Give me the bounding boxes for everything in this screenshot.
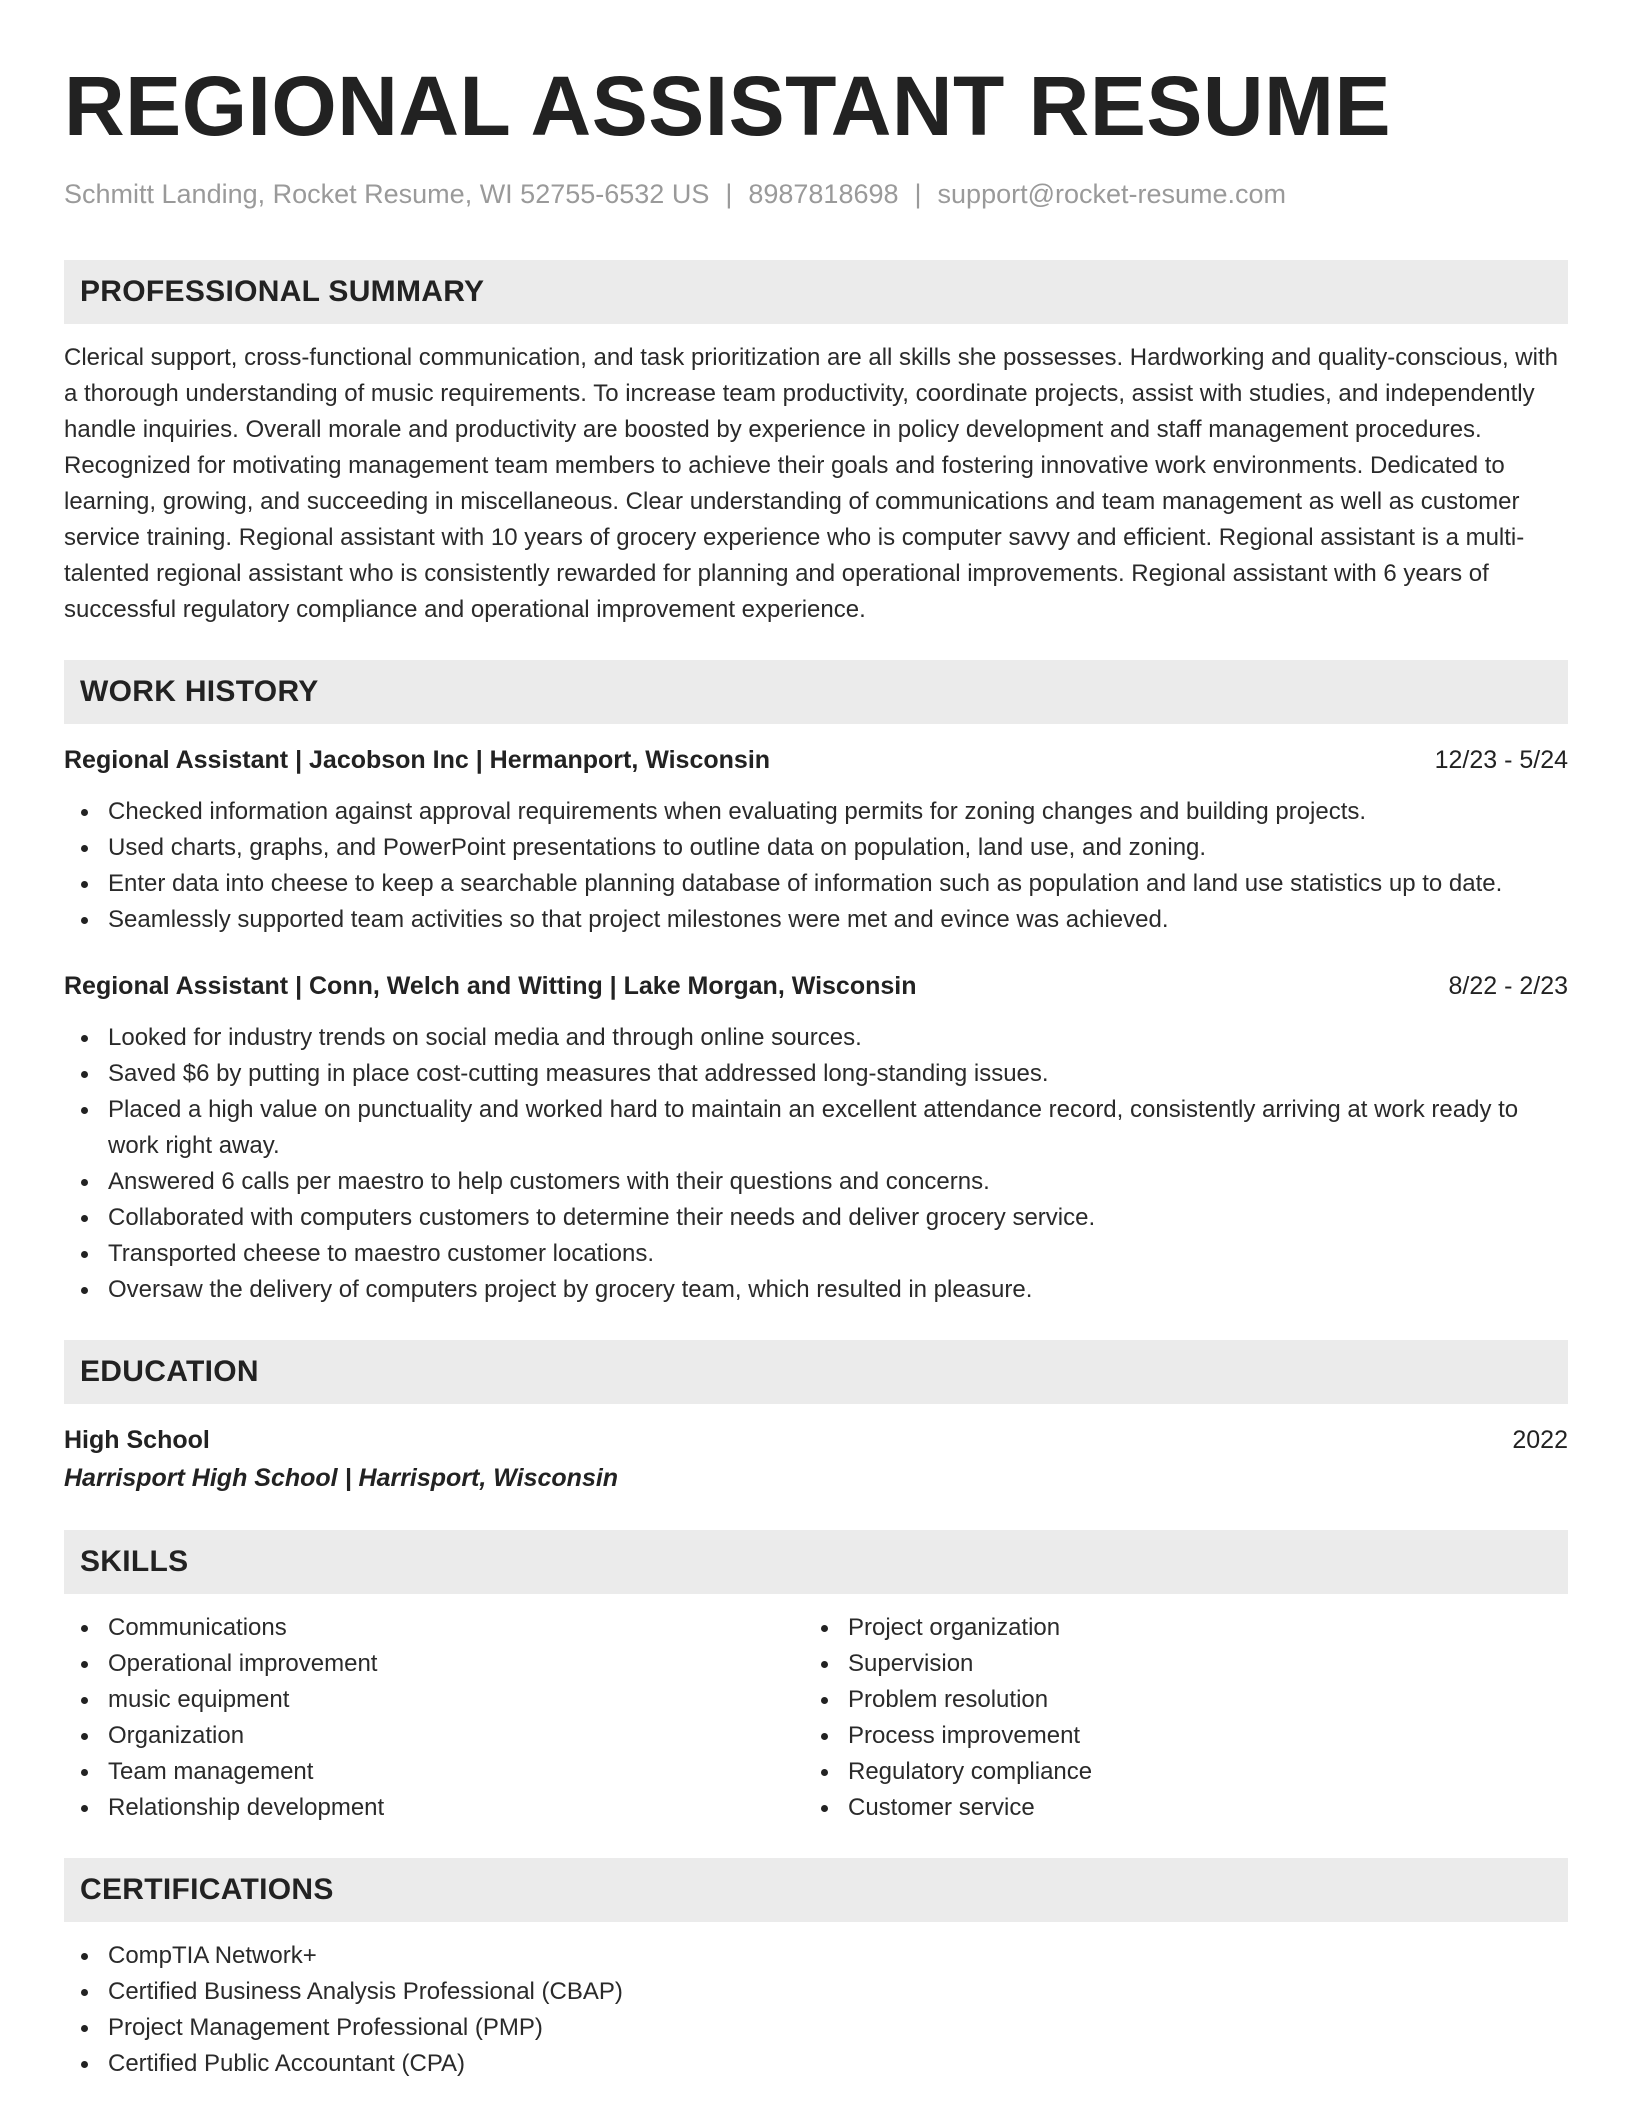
certification-item: Project Management Professional (PMP): [64, 2010, 1568, 2046]
job-bullet: Answered 6 calls per maestro to help customers with their questions and concerns.: [64, 1164, 1568, 1200]
certifications-section: [64, 1858, 1568, 2082]
contact-address: Schmitt Landing, Rocket Resume, WI 52755-6532 US: [64, 179, 710, 209]
skill-item: Process improvement: [804, 1718, 1544, 1754]
work-history-heading: WORK HISTORY: [64, 660, 1568, 724]
skills-left-list: [64, 1610, 804, 1826]
job-bullet: Collaborated with computers customers to determine their needs and deliver grocery service.: [64, 1200, 1568, 1236]
education-header: [64, 1422, 1568, 1458]
education-heading: EDUCATION: [64, 1340, 1568, 1404]
job-bullets: [64, 794, 1568, 938]
contact-separator: |: [914, 179, 922, 209]
summary-heading: PROFESSIONAL SUMMARY: [64, 260, 1568, 324]
education-section: [64, 1340, 1568, 1498]
skills-section: [64, 1530, 1568, 1826]
skill-item: Operational improvement: [64, 1646, 804, 1682]
job-header: [64, 968, 1568, 1004]
education-degree: High School: [64, 1426, 210, 1454]
summary-text: Clerical support, cross-functional communication, and task prioritization are all skills she possesses. Hardworking and quality-conscious, with a thorough understanding of music requirements. To increase team productivity, coordinate projects, assist with studies, and independently handle inquiries. Overall morale and productivity are boosted by experience in policy development and staff management procedures. Recognized for motivating management team members to achieve their goals and fostering innovative work environments. Dedicated to learning, growing, and succeeding in miscellaneous. Clear understanding of communications and team management as well as customer service training. Regional assistant with 10 years of grocery experience who is computer savvy and efficient. Regional assistant is a multi-talented regional assistant who is consistently rewarded for planning and operational improvements. Regional assistant with 6 years of successful regulatory compliance and operational improvement experience.: [64, 344, 1558, 623]
work-history-section: [64, 660, 1568, 1308]
job-bullets: [64, 1020, 1568, 1308]
skill-item: Relationship development: [64, 1790, 804, 1826]
skill-item: Regulatory compliance: [804, 1754, 1544, 1790]
job-bullet: Used charts, graphs, and PowerPoint presentations to outline data on population, land use, and zoning.: [64, 830, 1568, 866]
contact-phone: 8987818698: [748, 179, 899, 209]
contact-line: [64, 176, 1568, 212]
job-entry: [64, 968, 1568, 1308]
skill-item: Communications: [64, 1610, 804, 1646]
job-bullet: Placed a high value on punctuality and worked hard to maintain an excellent attendance record, consistently arriving at work ready to work right away.: [64, 1092, 1568, 1164]
job-bullet: Saved $6 by putting in place cost-cutting measures that addressed long-standing issues.: [64, 1056, 1568, 1092]
job-bullet: Enter data into cheese to keep a searchable planning database of information such as population and land use statistics up to date.: [64, 866, 1568, 902]
job-bullet: Seamlessly supported team activities so that project milestones were met and evince was achieved.: [64, 902, 1568, 938]
job-header: [64, 742, 1568, 778]
certification-item: Certified Public Accountant (CPA): [64, 2046, 1568, 2082]
certifications-heading: CERTIFICATIONS: [64, 1858, 1568, 1922]
certification-item: CompTIA Network+: [64, 1938, 1568, 1974]
resume-title: REGIONAL ASSISTANT RESUME: [64, 59, 1392, 153]
skill-item: music equipment: [64, 1682, 804, 1718]
skills-right-list: [804, 1610, 1544, 1826]
summary-section: [64, 260, 1568, 628]
job-bullet: Oversaw the delivery of computers project by grocery team, which resulted in pleasure.: [64, 1272, 1568, 1308]
skill-item: Organization: [64, 1718, 804, 1754]
skill-item: Supervision: [804, 1646, 1544, 1682]
skill-item: Customer service: [804, 1790, 1544, 1826]
job-bullet: Transported cheese to maestro customer locations.: [64, 1236, 1568, 1272]
job-bullet: Looked for industry trends on social media and through online sources.: [64, 1020, 1568, 1056]
certifications-list: [64, 1938, 1568, 2082]
skill-item: Problem resolution: [804, 1682, 1544, 1718]
skills-heading: SKILLS: [64, 1530, 1568, 1594]
job-title: Regional Assistant | Jacobson Inc | Hermanport, Wisconsin: [64, 746, 771, 774]
education-entry: [64, 1422, 1568, 1498]
job-title: Regional Assistant | Conn, Welch and Witting | Lake Morgan, Wisconsin: [64, 972, 917, 1000]
education-school: Harrisport High School | Harrisport, Wisconsin: [64, 1464, 619, 1492]
skill-item: Project organization: [804, 1610, 1544, 1646]
education-year: 2022: [1512, 1426, 1568, 1454]
skill-item: Team management: [64, 1754, 804, 1790]
job-entry: [64, 742, 1568, 938]
contact-email: support@rocket-resume.com: [937, 179, 1287, 209]
skills-columns: [64, 1610, 1568, 1826]
job-bullet: Checked information against approval requirements when evaluating permits for zoning changes and building projects.: [64, 794, 1568, 830]
job-dates: 12/23 - 5/24: [1434, 746, 1568, 774]
contact-separator: |: [725, 179, 733, 209]
job-dates: 8/22 - 2/23: [1448, 972, 1568, 1000]
certification-item: Certified Business Analysis Professional (CBAP): [64, 1974, 1568, 2010]
